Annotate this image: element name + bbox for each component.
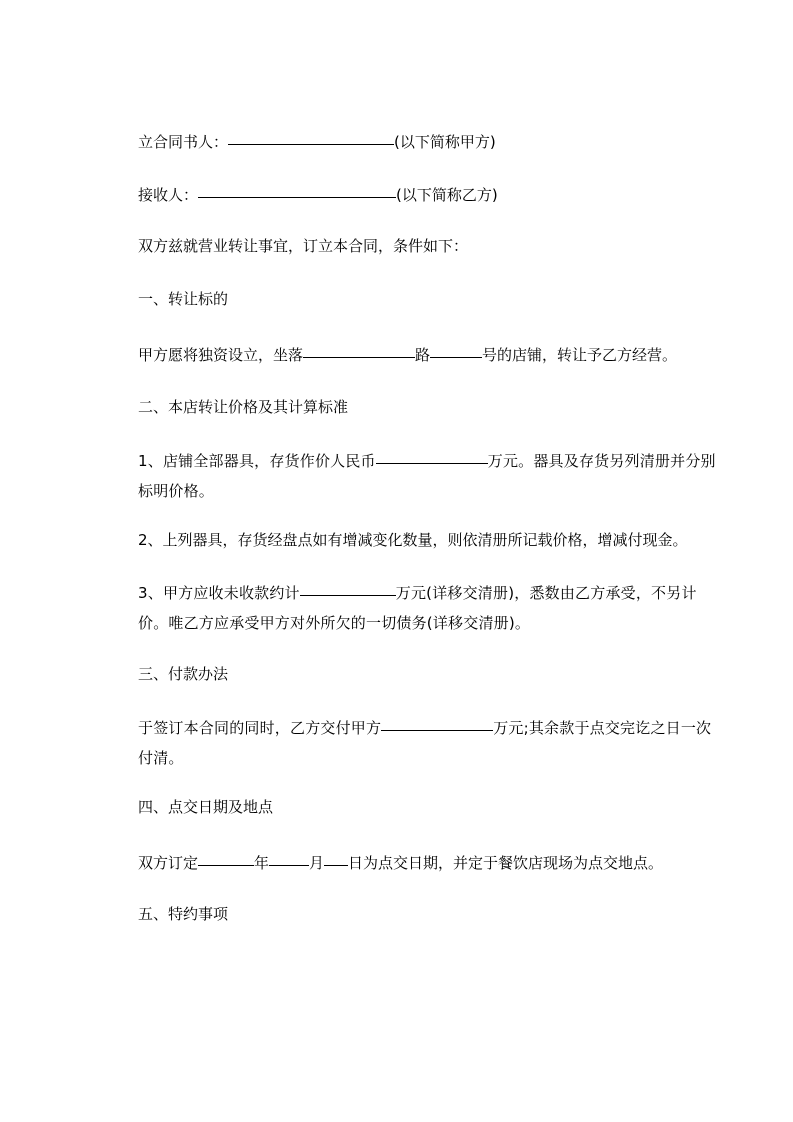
month-blank: [269, 849, 309, 866]
section4-text-part1: 双方订定: [138, 854, 199, 872]
party-b-suffix: (以下简称乙方): [396, 186, 498, 204]
section2-item3-part2: 万元(详移交清册)，悉数由乙方承受，不另计价。唯乙方应承受甲方对外所欠的一切债务(详移交清册)。: [138, 584, 697, 632]
section5-heading: 五、特约事项: [138, 905, 229, 923]
section4-year-label: 年: [254, 854, 270, 872]
section1-text-part2: 路: [415, 346, 431, 364]
party-a-line: [138, 130, 496, 152]
party-a-suffix: (以下简称甲方): [394, 133, 496, 151]
section3-text-part2: 万元;其余款于点交完讫之日一次付清。: [138, 719, 712, 767]
section2-item3: [138, 578, 718, 638]
street-blank: [303, 341, 415, 358]
party-a-label: 立合同书人：: [138, 133, 229, 151]
party-b-blank: [198, 181, 396, 198]
section2-item2: 2、上列器具，存货经盘点如有增减变化数量，则依清册所记载价格，增减付现金。: [138, 531, 688, 549]
section3-text: [138, 713, 718, 773]
section2-item1-part2: 万元。器具及存货另列清册并分别标明价格。: [138, 452, 716, 500]
party-b-label: 接收人：: [138, 186, 199, 204]
day-blank: [324, 849, 348, 866]
section2-heading: 二、本店转让价格及其计算标准: [138, 398, 349, 416]
year-blank: [198, 849, 254, 866]
section3-text-part1: 于签订本合同的同时，乙方交付甲方: [138, 719, 382, 737]
section1-text-part1: 甲方愿将独资设立，坐落: [138, 346, 304, 364]
party-a-blank: [228, 128, 394, 145]
section4-text-part2: 日为点交日期，并定于餐饮店现场为点交地点。: [348, 854, 664, 872]
price-blank: [376, 447, 488, 464]
party-b-line: [138, 183, 498, 205]
section2-item1: [138, 446, 718, 506]
section4-heading: 四、点交日期及地点: [138, 798, 274, 816]
section1-text-part3: 号的店铺，转让予乙方经营。: [482, 346, 678, 364]
receivable-blank: [300, 579, 396, 596]
number-blank: [430, 341, 482, 358]
section2-item3-part1: 3、甲方应收未收款约计: [138, 584, 300, 602]
payment-blank: [381, 714, 493, 731]
section1-text: [138, 343, 677, 365]
section1-heading: 一、转让标的: [138, 290, 229, 308]
section4-month-label: 月: [309, 854, 325, 872]
section3-heading: 三、付款办法: [138, 665, 229, 683]
section2-item1-part1: 1、店铺全部器具，存货作价人民币: [138, 452, 376, 470]
section4-text: [138, 851, 663, 873]
intro-text: 双方兹就营业转让事宜，订立本合同，条件如下：: [138, 237, 469, 255]
